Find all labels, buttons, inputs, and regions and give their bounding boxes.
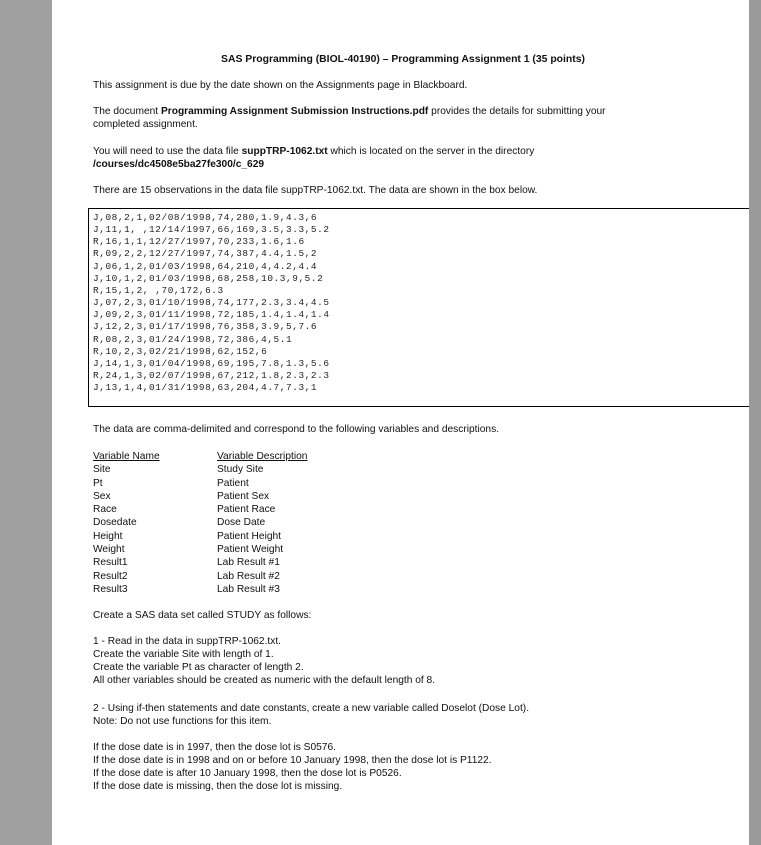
variable-description: Lab Result #1 [217,557,280,569]
dose-lot-rule: If the dose date is in 1997, then the dose lot is S0576. [93,742,336,753]
datafile-text-a: You will need to use the data file [93,146,242,157]
data-row: J,06,1,2,01/03/1998,64,210,4,4.2,4.4 [93,260,318,272]
variable-name: Race [93,504,117,516]
step-2-line: 2 - Using if-then statements and date constants, create a new variable called Doselot (Dose Lot). [93,703,530,714]
document-page [52,0,749,845]
variable-name: Weight [93,544,125,556]
data-row: J,07,2,3,01/10/1998,74,177,2.3,3.4,4.5 [93,297,330,309]
data-row: R,24,1,3,02/07/1998,67,212,1.8,2.3,2.3 [93,370,330,382]
data-row: J,10,1,2,01/03/1998,68,258,10.3,9,5.2 [93,272,324,284]
dose-lot-rule: If the dose date is in 1998 and on or before 10 January 1998, then the dose lot is P1122. [93,755,492,766]
create-dataset-paragraph: Create a SAS data set called STUDY as follows: [93,610,312,621]
variable-description-column [217,450,417,596]
submission-text-c: provides the details for submitting your [428,106,606,117]
data-row: R,08,2,3,01/24/1998,72,386,4,5.1 [93,333,293,345]
step-1-line: All other variables should be created as numeric with the default length of 8. [93,675,436,686]
delimited-paragraph: The data are comma-delimited and correspond to the following variables and descriptions. [93,424,500,435]
step-2-paragraph [93,702,693,728]
dose-lot-rule: If the dose date is after 10 January 1998, then the dose lot is P0526. [93,768,402,779]
step-1-line: Create the variable Pt as character of length 2. [93,662,304,673]
variable-name: Result2 [93,570,128,582]
data-row: R,16,1,1,12/27/1997,70,233,1.6,1.6 [93,236,305,248]
data-row: J,13,1,4,01/31/1998,63,204,4.7,7.3,1 [93,382,318,394]
variable-name: Dosedate [93,517,137,529]
data-row: R,09,2,2,12/27/1997,74,387,4.4,1.5,2 [93,248,318,260]
variable-name-header: Variable Name [93,451,160,462]
variable-description-header: Variable Description [217,451,308,462]
viewer-scroll-gutter [749,0,761,845]
variable-name: Result3 [93,583,128,595]
variable-name: Site [93,464,111,476]
submission-text-a: The document [93,106,161,117]
data-row: R,15,1,2, ,70,172,6.3 [93,284,224,296]
observations-paragraph: There are 15 observations in the data file suppTRP-1062.txt. The data are shown in the box below. [93,185,538,196]
submission-doc-name: Programming Assignment Submission Instructions.pdf [160,106,429,117]
variable-description: Lab Result #3 [217,583,280,595]
data-row: J,12,2,3,01/17/1998,76,358,3.9,5,7.6 [93,321,318,333]
variable-description: Patient Race [217,504,276,516]
variable-name: Pt [93,477,103,489]
data-row: J,08,2,1,02/08/1998,74,280,1.9,4.3,6 [93,212,318,223]
datafile-text-c: which is located on the server in the directory [327,146,535,157]
variable-name: Sex [93,490,111,502]
variable-description: Study Site [217,464,264,476]
data-row: R,10,2,3,02/21/1998,62,152,6 [93,345,268,357]
variable-name: Result1 [93,557,128,569]
step-1-line: 1 - Read in the data in suppTRP-1062.txt. [93,636,282,647]
data-row: J,09,2,3,01/11/1998,72,185,1.4,1.4,1.4 [93,309,330,321]
step-1-paragraph [93,635,693,687]
variable-description: Dose Date [217,517,266,529]
datafile-name: suppTRP-1062.txt [241,146,328,157]
step-1-line: Create the variable Site with length of 1. [93,649,274,660]
step-2-line: Note: Do not use functions for this item. [93,716,272,727]
variable-name: Height [93,530,123,542]
submission-paragraph [93,105,693,131]
variable-description: Patient Height [217,530,281,542]
variable-description: Patient Weight [217,544,284,556]
data-listing-box [88,208,761,407]
dose-lot-rule: If the dose date is missing, then the dose lot is missing. [93,781,343,792]
variable-description: Lab Result #2 [217,570,280,582]
dose-lot-rules [93,741,693,793]
document-title: SAS Programming (BIOL-40190) – Programming Assignment 1 (35 points) [221,54,585,65]
submission-text-d: completed assignment. [93,119,198,130]
due-date-paragraph: This assignment is due by the date shown on the Assignments page in Blackboard. [93,80,468,91]
datafile-paragraph [93,145,693,171]
variable-description: Patient Sex [217,490,270,502]
data-row: J,14,1,3,01/04/1998,69,195,7.8,1.3,5.6 [93,357,330,369]
datafile-directory: /courses/dc4508e5ba27fe300/c_629 [93,159,265,170]
data-row: J,11,1, ,12/14/1997,66,169,3.5,3.3,5.2 [93,224,330,236]
variable-name-column [93,450,213,596]
variable-description: Patient [217,477,249,489]
